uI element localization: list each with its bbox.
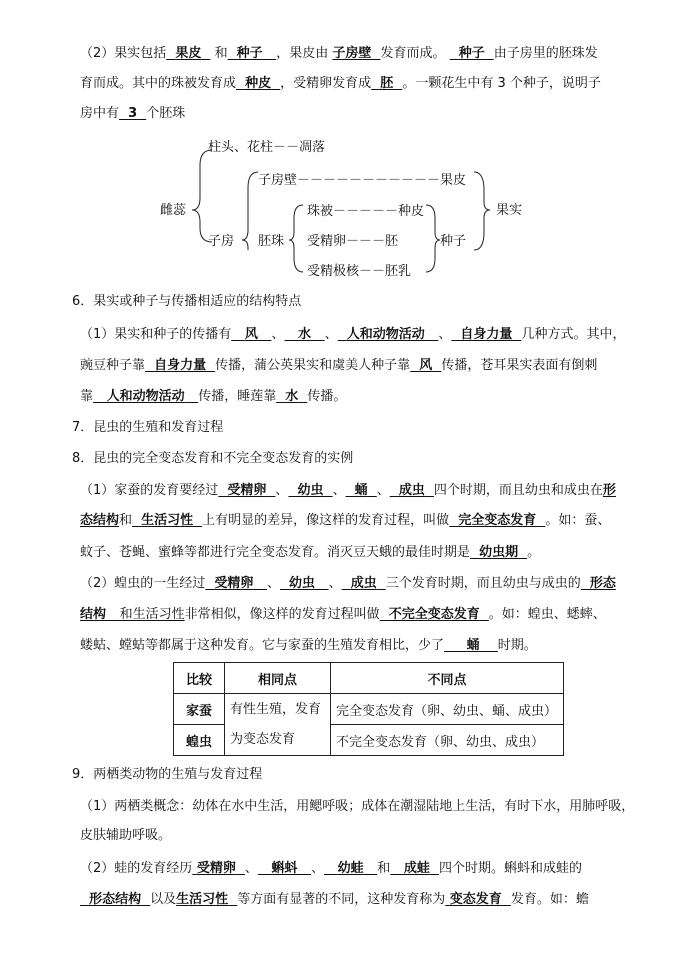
table-row [174, 694, 564, 725]
section-8-p2-line-2: 结构 和生活习性非常相似，像这样的发育过程叫做 不完全变态发育 。如：蝗虫、蟋蟀、 [80, 607, 606, 622]
section-8-p1-line-2: 态结构和 生活习性 上有明显的差异，像这样的发育过程，叫做 完全变态发育 。如：蚕、 [80, 513, 611, 528]
answer-blank: 种皮 [245, 76, 272, 91]
answer-blank: 幼虫 [289, 576, 316, 591]
section-9-p2-line-2: 形态结构 以及生活习性 等方面有显著的不同，这种发育称为 变态发育 发育。如：蟾 [80, 890, 688, 910]
fruit-label: 果实 [496, 203, 523, 218]
stigma-label: 柱头、花柱－－凋落 [208, 140, 326, 155]
section-7-title: 7．昆虫的生殖和发育过程 [72, 420, 224, 435]
section-8-p2-line-1: （2）蝗虫的一生经过 受精卵 、 幼虫 、 成虫 三个发育时期，而且幼虫与成虫的 形态 [80, 576, 616, 591]
answer-blank: 自身力量 [154, 358, 207, 373]
pistil-label: 雌蕊 [160, 203, 187, 218]
text: （1）果实和种子的传播有 [80, 327, 232, 342]
answer-blank: 果皮 [175, 46, 202, 61]
brace-ovary [242, 172, 258, 250]
text: 个胚珠 [146, 106, 186, 121]
text: 发育而成。 [380, 46, 446, 61]
row-label: 蝗虫 [174, 725, 225, 756]
ovary-label: 子房 [208, 234, 235, 249]
answer-blank: 水 [285, 389, 299, 404]
same-point-line-1: 有性生殖，发育 [230, 701, 322, 717]
text: （2）果实包括 [80, 46, 167, 61]
section-9-title: 9．两栖类动物的生殖与发育过程 [72, 767, 263, 782]
answer-blank: 胚 [380, 76, 394, 91]
section-6-title: 6．果实或种子与传播相适应的结构特点 [72, 294, 302, 309]
answer-blank: 成虫 [350, 576, 377, 591]
answer-blank: 受精卵 [227, 483, 267, 498]
ovule-label: 胚珠 [258, 234, 285, 249]
text: ，果皮由 [276, 46, 329, 61]
answer-blank: 变态发育 [449, 892, 502, 907]
polar-nuclei-label: 受精极核－－胚乳 [307, 264, 412, 279]
answer-blank: 蛹 [466, 638, 480, 653]
text: 。一颗花生中有 3 个种子，说明子 [402, 76, 601, 91]
answer-blank: 受精卵 [214, 576, 254, 591]
answer-blank: 3 [128, 106, 138, 121]
answer-blank: 人和动物活动 [346, 327, 425, 342]
brace-fruit-right [474, 172, 490, 250]
answer-blank: 子房壁 [332, 46, 372, 61]
table-header-row [174, 663, 564, 694]
section-6-line-3: 靠 人和动物活动 传播，睡莲靠 水 传播。 [80, 389, 347, 404]
section-9-p1-line-2: 皮肤辅助呼吸。 [80, 828, 172, 843]
answer-blank: 种子 [458, 46, 485, 61]
answer-blank: 生活习性 [176, 892, 229, 907]
answer-blank: 幼蛙 [337, 861, 364, 876]
section-9-p1-line-1: （1）两栖类概念：幼体在水中生活，用鳃呼吸；成体在潮湿陆地上生活，有时下水，用肺呼吸， [80, 799, 635, 814]
answer-blank: 形态 [589, 576, 616, 591]
ovary-wall-label: 子房壁－－－－－－－－－－－果皮 [258, 173, 467, 188]
answer-blank: 风 [244, 327, 258, 342]
brace-pistil [192, 150, 212, 242]
answer-blank: 幼虫 [297, 483, 324, 498]
text: ，受精卵发育成 [280, 76, 372, 91]
answer-blank: 人和动物活动 [106, 389, 185, 404]
answer-blank: 水 [298, 327, 312, 342]
answer-blank: 态结构 [80, 513, 120, 528]
section-8-p1-line-1: （1）家蚕的发育要经过 受精卵 、 幼虫 、 蛹 、 成虫 四个时期，而且幼虫和成虫在形 [80, 483, 616, 498]
seed-label: 种子 [440, 234, 467, 249]
section-6-line-1: （1）果实和种子的传播有 风 、 水 、 人和动物活动 、 自身力量 几种方式。其中， [80, 327, 626, 342]
section-9-p2-line-1: （2）蛙的发育经历 受精卵 、 蝌蚪 、 幼蛙 和 成蛙 四个时期。蝌蚪和成蛙的 [80, 861, 582, 876]
same-point-cell [225, 694, 331, 756]
section-8-p1-line-3: 蚊子、苍蝇、蜜蜂等都进行完全变态发育。消灭豆天蛾的最佳时期是 幼虫期 。 [80, 545, 541, 560]
answer-blank: 结构 [80, 607, 107, 622]
answer-blank: 幼虫期 [479, 545, 519, 560]
row-label: 家蚕 [174, 694, 225, 725]
table-header: 不同点 [331, 663, 564, 694]
answer-blank: 蝌蚪 [271, 861, 298, 876]
difference-cell: 不完全变态发育（卵、幼虫、成虫） [331, 725, 564, 756]
section-8-p2-line-3: 蝼蛄、螳蛄等都属于这种发育。它与家蚕的生殖发育相比，少了 蛹 时期。 [80, 638, 537, 653]
answer-blank: 成蛙 [403, 861, 430, 876]
brace-ovule [289, 205, 303, 272]
answer-blank: 生活习性 [141, 513, 194, 528]
comparison-table [173, 662, 564, 756]
text: 房中有 [80, 106, 120, 121]
text: 育而成。其中的珠被发育成 [80, 76, 237, 91]
text: 和 [214, 46, 228, 61]
same-point-line-2: 为变态发育 [230, 731, 296, 747]
answer-blank: 风 [419, 358, 433, 373]
answer-blank: 不完全变态发育 [388, 607, 480, 622]
section-8-title: 8．昆虫的完全变态发育和不完全变态发育的实例 [72, 451, 354, 466]
table-header: 比较 [174, 663, 225, 694]
answer-blank: 自身力量 [460, 327, 513, 342]
answer-blank: 形 [602, 483, 616, 498]
integument-label: 珠被－－－－－种皮 [307, 204, 425, 219]
answer-blank: 和生活习性 [119, 607, 185, 622]
brace-seed-right [426, 205, 440, 272]
answer-blank: 成虫 [398, 483, 425, 498]
answer-blank: 受精卵 [196, 861, 236, 876]
text: 由子房里的胚珠发 [493, 46, 598, 61]
difference-cell: 完全变态发育（卵、幼虫、蛹、成虫） [331, 694, 564, 725]
answer-blank: 蛹 [354, 483, 368, 498]
answer-blank: 完全变态发育 [458, 513, 537, 528]
answer-blank: 形态结构 [89, 892, 142, 907]
section-6-line-2: 豌豆种子靠 自身力量 传播，蒲公英果实和虞美人种子靠 风 传播，苍耳果实表面有倒刺 [80, 358, 598, 373]
table-header: 相同点 [225, 663, 331, 694]
answer-blank: 种子 [236, 46, 263, 61]
zygote-label: 受精卵－－－胚 [307, 234, 399, 249]
